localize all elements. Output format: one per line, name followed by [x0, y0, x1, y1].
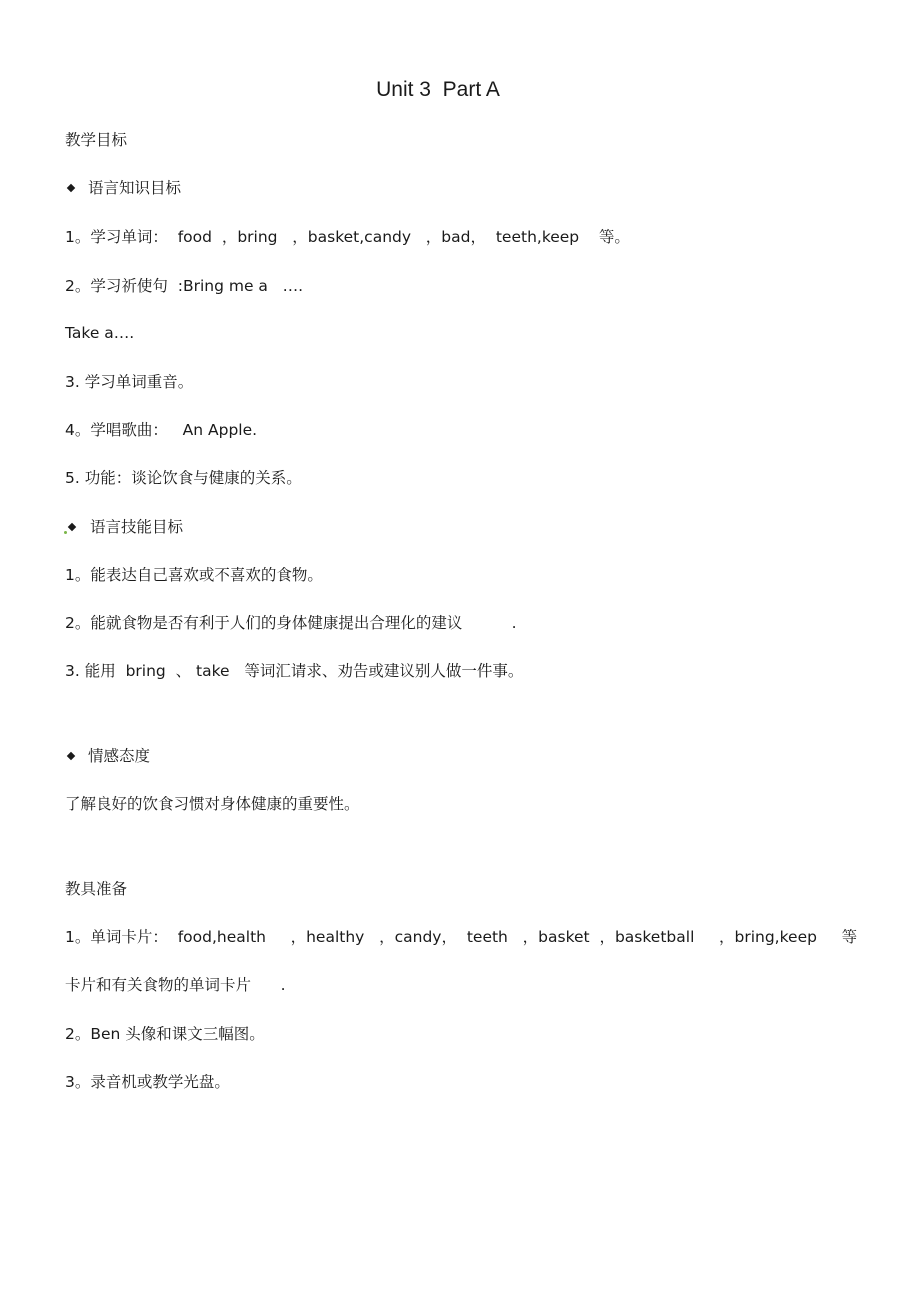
bullet-attitude [65, 745, 150, 767]
attitude-text: 了解良好的饮食习惯对身体健康的重要性。 [65, 795, 360, 813]
bullet-heading: 语言技能目标 [90, 518, 184, 536]
list-item: 1。学习单词： food ，bring ，basket,candy ，bad， teeth,keep 等。 [65, 228, 630, 246]
diamond-bullet-icon [68, 522, 76, 530]
list-item: 3. 能用 bring 、 take 等词汇请求、劝告或建议别人做一件事。 [65, 662, 524, 680]
list-item: 2。学习祈使句 :Bring me a …. [65, 277, 304, 295]
diamond-bullet-icon [67, 751, 75, 759]
section-heading-materials: 教具准备 [65, 880, 128, 898]
list-item: 3。录音机或教学光盘。 [65, 1073, 230, 1091]
bullet-heading: 情感态度 [88, 747, 151, 765]
bullet-lang-knowledge [65, 177, 181, 199]
diamond-bullet-icon [67, 183, 75, 191]
list-item: 1。单词卡片： food,health ，healthy ，candy， teeth ，basket ，basketball ，bring,keep 等 [65, 928, 858, 946]
list-item: 3. 学习单词重音。 [65, 373, 194, 391]
list-item: 4。学唱歌曲： An Apple. [65, 421, 258, 439]
page-title: Unit 3 Part A [376, 78, 500, 101]
list-item: 2。能就食物是否有利于人们的身体健康提出合理化的建议 . [65, 614, 517, 632]
list-item: 2。Ben 头像和课文三幅图。 [65, 1025, 265, 1043]
list-item: 5. 功能：谈论饮食与健康的关系。 [65, 469, 302, 487]
list-item: 卡片和有关食物的单词卡片 . [65, 976, 286, 994]
list-item: 1。能表达自己喜欢或不喜欢的食物。 [65, 566, 323, 584]
list-item: Take a…. [65, 324, 135, 342]
section-heading-goals: 教学目标 [65, 131, 128, 149]
bullet-heading: 语言知识目标 [88, 179, 182, 197]
bullet-lang-skills [65, 516, 183, 538]
